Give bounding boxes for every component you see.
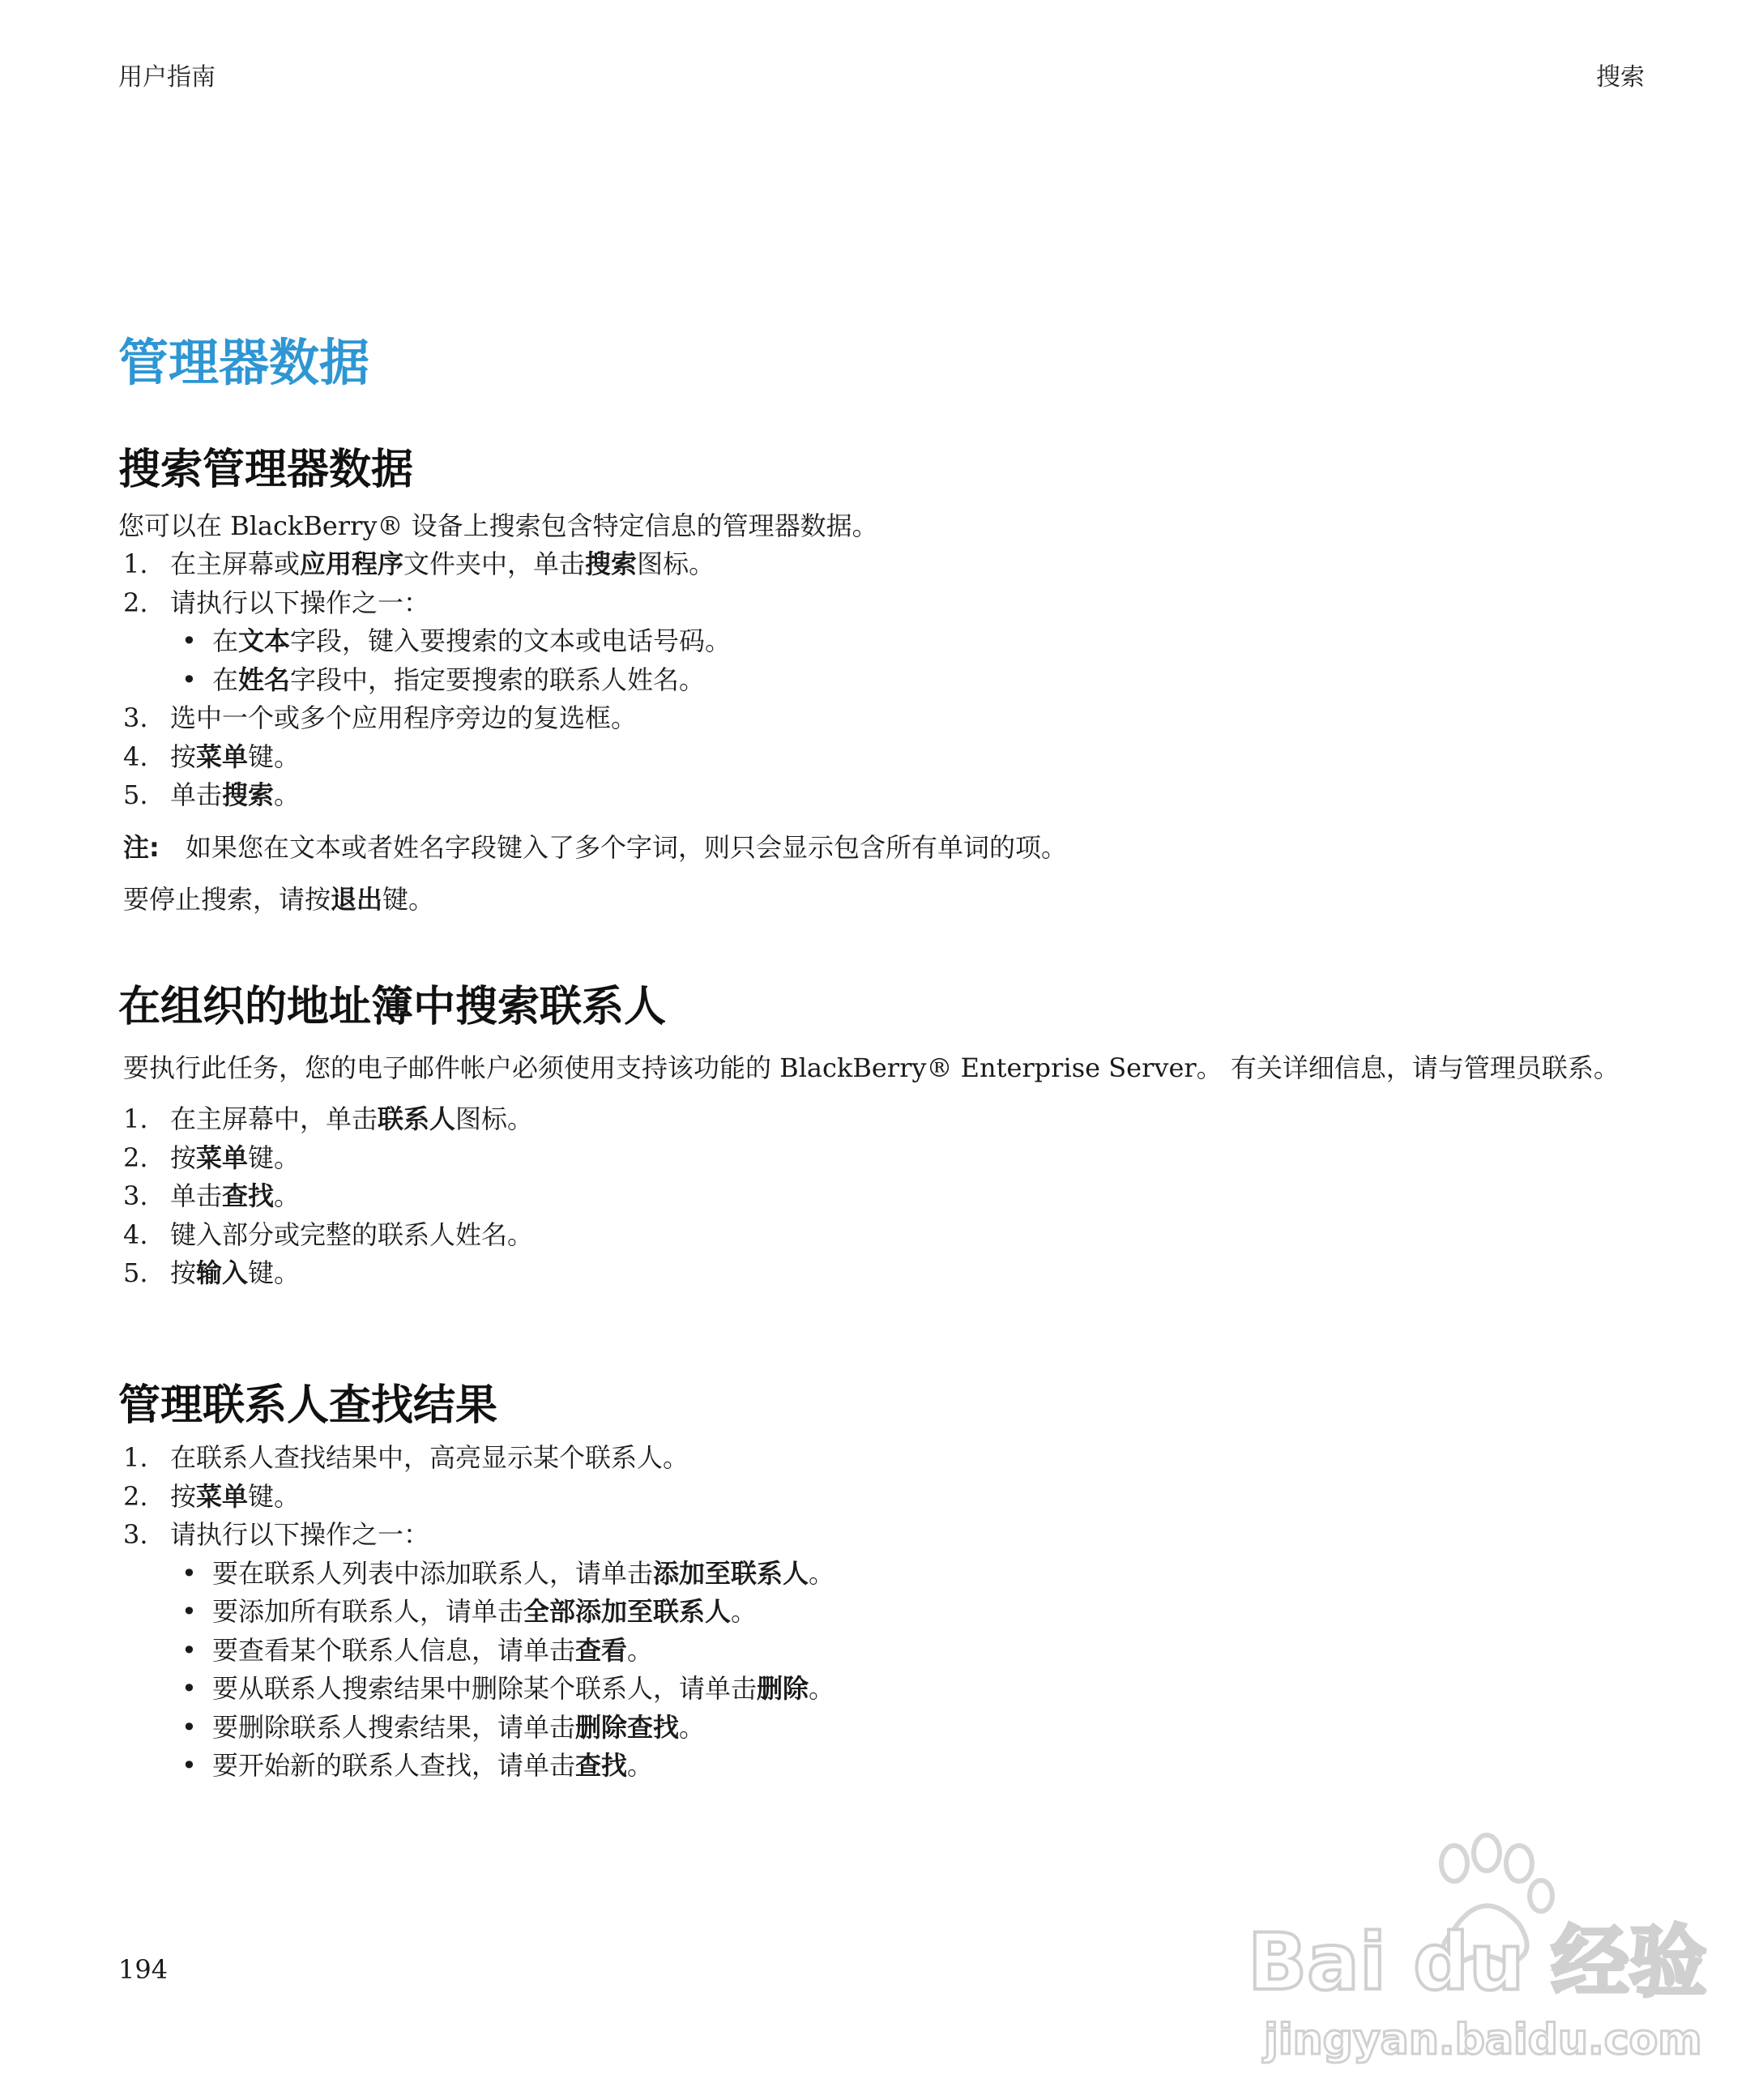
list-item: 5. 按输入键。	[123, 1257, 301, 1288]
sub-options-list	[118, 1555, 1641, 1786]
chapter-title: 管理器数据	[118, 333, 370, 392]
list-item: • 在文本字段，键入要搜索的文本或电话号码。	[181, 625, 732, 656]
watermark-url: jingyan.baidu.com	[1264, 2016, 1702, 2064]
section-title: 在组织的地址簿中搜索联系人	[118, 983, 667, 1031]
list-item: 4. 键入部分或完整的联系人姓名。	[123, 1219, 534, 1250]
list-item: 3. 选中一个或多个应用程序旁边的复选框。	[123, 702, 638, 733]
steps-list	[118, 1100, 1641, 1293]
list-item: 5. 单击搜索。	[123, 779, 301, 810]
section-intro: 您可以在 BlackBerry® 设备上搜索包含特定信息的管理器数据。	[118, 510, 878, 541]
list-item: 1. 在主屏幕或应用程序文件夹中，单击搜索图标。	[123, 548, 715, 579]
list-item: 2. 按菜单键。	[123, 1480, 301, 1512]
note	[118, 828, 1641, 867]
note-text: 如果您在文本或者姓名字段键入了多个字词，则只会显示包含所有单词的项。	[185, 831, 1067, 863]
list-item: • 要删除联系人搜索结果，请单击删除查找。	[181, 1711, 706, 1743]
list-item: 2. 请执行以下操作之一：	[123, 587, 430, 618]
section-title: 搜索管理器数据	[118, 446, 414, 494]
list-item: 1. 在主屏幕中，单击联系人图标。	[123, 1103, 534, 1134]
list-item: • 要查看某个联系人信息，请单击查看。	[181, 1634, 654, 1666]
list-item: • 要在联系人列表中添加联系人，请单击添加至联系人。	[181, 1557, 835, 1589]
list-item: 3. 单击查找。	[123, 1180, 301, 1211]
section-search-org-address-book	[118, 979, 1641, 1293]
stop-instruction: 要停止搜索，请按退出键。	[123, 883, 435, 915]
section-manage-contact-results	[118, 1377, 1641, 1786]
list-item: • 要添加所有联系人，请单击全部添加至联系人。	[181, 1596, 758, 1627]
baidu-jingyan-watermark	[1240, 1827, 1707, 2070]
list-item: 4. 按菜单键。	[123, 741, 301, 772]
sub-options-list	[118, 622, 1641, 699]
page-number: 194	[118, 1954, 169, 1985]
list-item: 2. 按菜单键。	[123, 1142, 301, 1173]
section-intro: 要执行此任务，您的电子邮件帐户必须使用支持该功能的 BlackBerry® Enterprise Server。 有关详细信息，请与管理员联系。	[123, 1052, 1620, 1083]
running-header-left: 用户指南	[118, 63, 216, 92]
steps-list	[118, 545, 1641, 622]
list-item: • 要开始新的联系人查找，请单击查找。	[181, 1750, 654, 1781]
steps-list	[118, 1439, 1641, 1555]
list-item: 3. 请执行以下操作之一：	[123, 1519, 430, 1550]
list-item: • 要从联系人搜索结果中删除某个联系人，请单击删除。	[181, 1673, 835, 1704]
list-item: • 在姓名字段中，指定要搜索的联系人姓名。	[181, 664, 706, 695]
running-header-right: 搜索	[1596, 63, 1645, 92]
list-item: 1. 在联系人查找结果中，高亮显示某个联系人。	[123, 1442, 689, 1473]
watermark-logo-text: Bai du 经验	[1248, 1917, 1707, 2008]
section-title: 管理联系人查找结果	[118, 1381, 498, 1430]
note-label: 注:	[123, 831, 160, 863]
section-search-organizer-data	[118, 442, 1641, 919]
steps-list-continued	[118, 699, 1641, 815]
